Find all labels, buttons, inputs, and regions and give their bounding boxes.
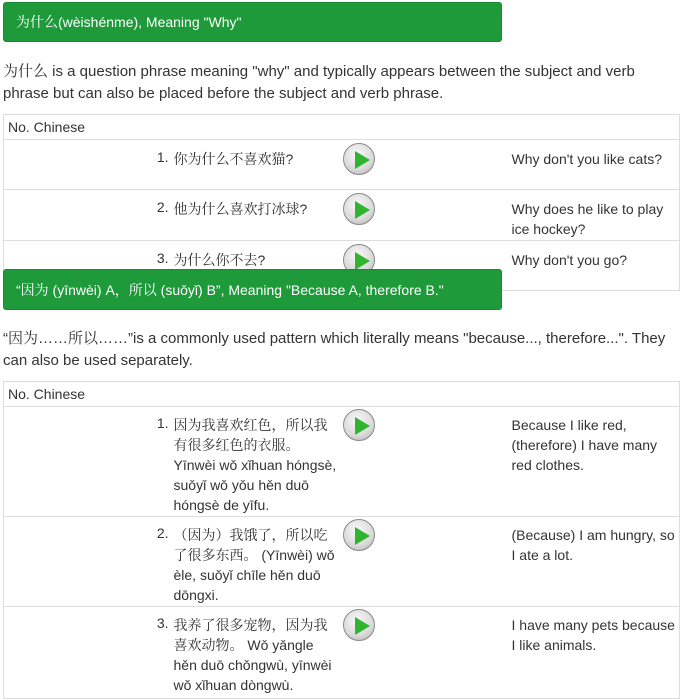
chinese-sentence: （因为）我饿了，所以吃了很多东西。 (Yīnwèi) wǒ èle, suǒyǐ chīle hěn duō dōngxi. (173, 517, 342, 607)
row-number: 1. (4, 140, 173, 190)
chinese-sentence: 因为我喜欢红色，所以我有很多红色的衣服。 Yīnwèi wǒ xǐhuan hóngsè, suǒyǐ wǒ yǒu hěn duō hóngsè de yīfu. (173, 407, 342, 517)
row-number: 3. (4, 241, 173, 291)
chinese-sentence: 他为什么喜欢打冰球? (173, 190, 342, 241)
english-translation: Because I like red, (therefore) I have many red clothes. (511, 407, 680, 517)
row-number: 2. (4, 517, 173, 607)
table-header-row (4, 382, 680, 407)
play-audio-icon[interactable] (343, 609, 375, 641)
row-number: 2. (4, 190, 173, 241)
english-translation: Why don't you like cats? (511, 140, 680, 190)
table-header: No. Chinese (4, 382, 680, 407)
table-row (4, 190, 680, 241)
examples-table-because-therefore (3, 381, 680, 699)
table-row (4, 407, 680, 517)
row-number: 1. (4, 407, 173, 517)
table-row (4, 140, 680, 190)
row-number: 3. (4, 607, 173, 699)
section-title-why (3, 2, 502, 42)
play-audio-icon[interactable] (343, 409, 375, 441)
chinese-sentence: 你为什么不喜欢猫? (173, 140, 342, 190)
section-title-text: 为什么(wèishénme), Meaning "Why" (16, 14, 242, 30)
play-audio-icon[interactable] (343, 519, 375, 551)
table-row (4, 517, 680, 607)
section-description-why: 为什么 is a question phrase meaning "why" and typically appears between the subject and verb phrase but can also be placed before the subject and verb phrase. (3, 63, 635, 102)
play-audio-icon[interactable] (343, 143, 375, 175)
examples-table-why (3, 114, 680, 291)
play-audio-icon[interactable] (343, 193, 375, 225)
table-row (4, 607, 680, 699)
english-translation: Why don't you go? (511, 241, 680, 291)
chinese-sentence: 我养了很多宠物，因为我喜欢动物。 Wǒ yǎngle hěn duō chǒngwù, yīnwèi wǒ xǐhuan dòngwù. (173, 607, 342, 699)
english-translation: Why does he like to play ice hockey? (511, 190, 680, 241)
english-translation: (Because) I am hungry, so I ate a lot. (511, 517, 680, 607)
section-title-text: “因为 (yīnwèi) A，所以 (suǒyǐ) B”, Meaning "Because A, therefore B." (16, 281, 444, 298)
section-description-because-therefore: “因为……所以……”is a commonly used pattern which literally means "because..., therefore...". They can also be used separately. (3, 330, 666, 369)
chinese-sentence: 为什么你不去? (173, 241, 342, 291)
english-translation: I have many pets because I like animals. (511, 607, 680, 699)
table-header: No. Chinese (4, 115, 680, 140)
table-header-row (4, 115, 680, 140)
section-title-because-therefore (3, 269, 502, 310)
